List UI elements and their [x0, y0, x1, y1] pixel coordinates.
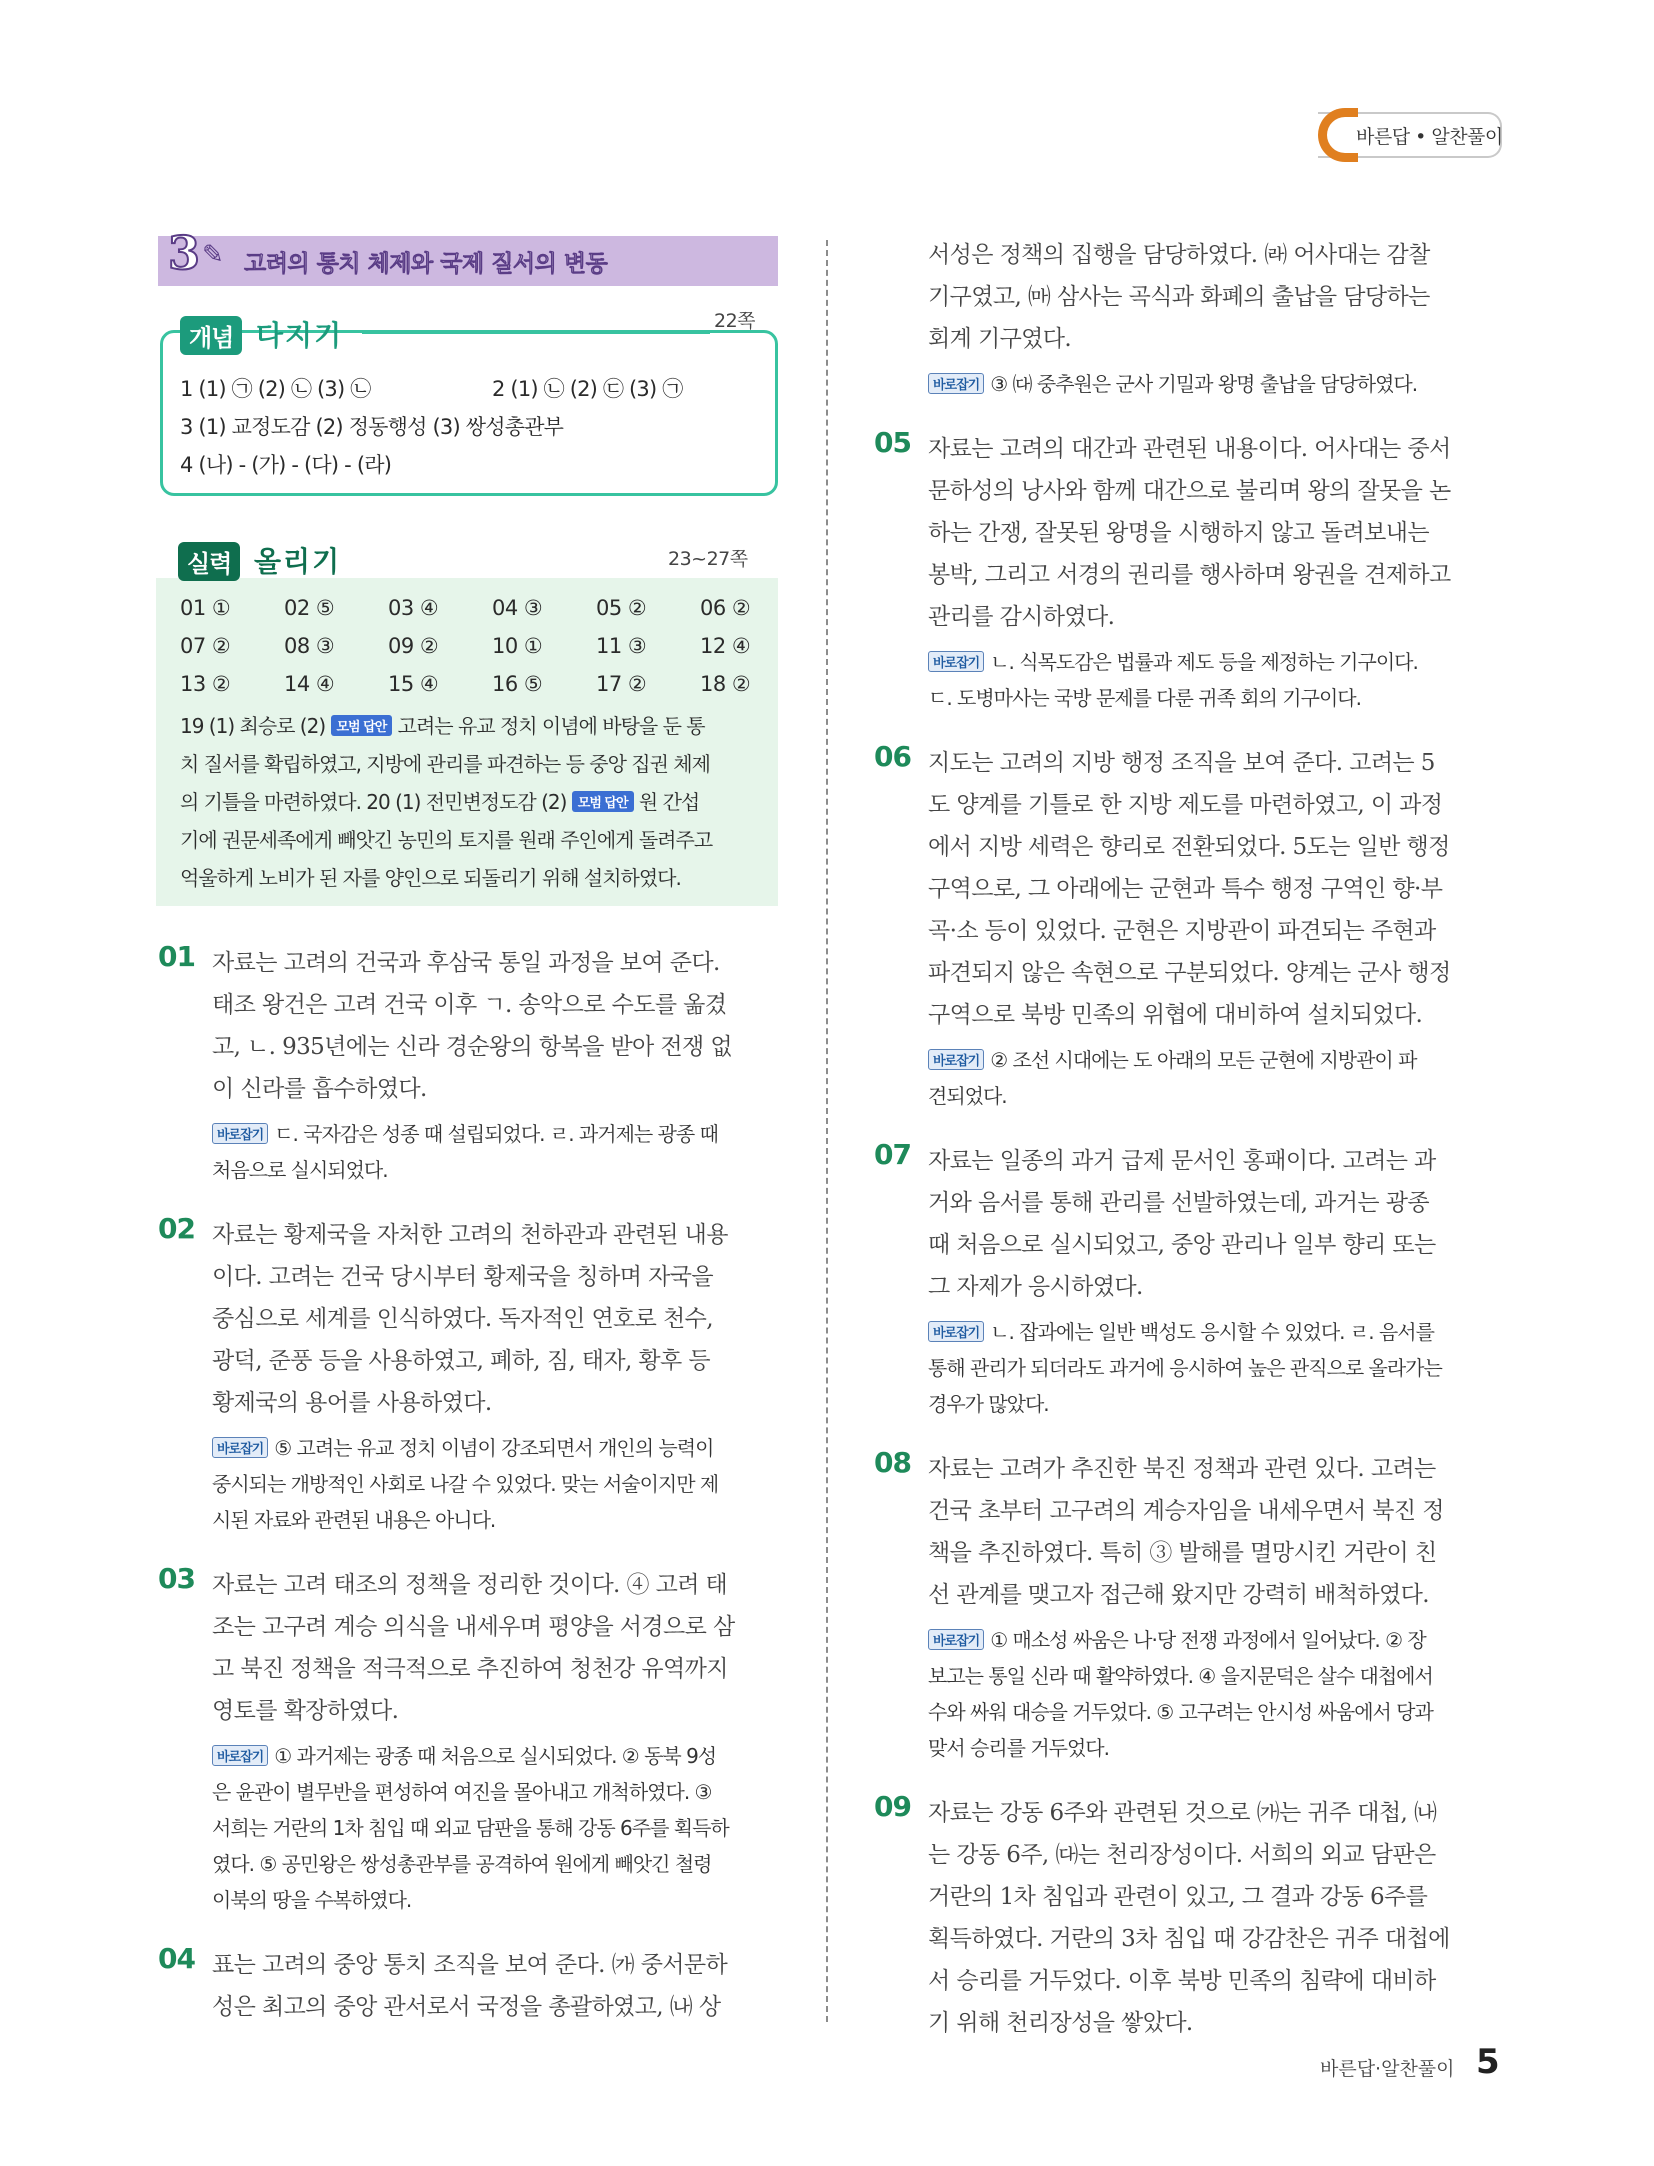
answer-item: 06 ②	[700, 596, 751, 620]
item-body-line: 는 강동 6주, ㈐는 천리장성이다. 서희의 외교 담판은	[928, 1842, 1436, 1868]
concept-line-4: 4 (나) - (가) - (다) - (라)	[180, 453, 392, 477]
column-divider	[826, 240, 828, 2022]
item-body-line: 자료는 황제국을 자처한 고려의 천하관과 관련된 내용	[212, 1222, 728, 1248]
correction-line: 중시되는 개방적인 사회로 나갈 수 있었다. 맞는 서술이지만 제	[212, 1472, 719, 1496]
item-body-line: 광덕, 준풍 등을 사용하였고, 폐하, 짐, 태자, 황후 등	[212, 1348, 710, 1374]
item-body-line: 구역으로 북방 민족의 위협에 대비하여 설치되었다.	[928, 1002, 1423, 1028]
item-body-line: 때 처음으로 실시되었고, 중앙 관리나 일부 향리 또는	[928, 1232, 1436, 1258]
correction-line: 수와 싸워 대승을 거두었다. ⑤ 고구려는 안시성 싸움에서 당과	[928, 1700, 1433, 1724]
correction-line: 맞서 승리를 거두었다.	[928, 1736, 1109, 1760]
correction-line: 바로잡기 ① 과거제는 광종 때 처음으로 실시되었다. ② 동북 9성	[212, 1740, 716, 1769]
answer-item: 13 ②	[180, 672, 231, 696]
item-number: 04	[158, 1942, 195, 1975]
item-body-line: 도 양계를 기틀로 한 지방 제도를 마련하였고, 이 과정	[928, 792, 1443, 818]
answer-item: 08 ③	[284, 634, 335, 658]
answer-item: 03 ④	[388, 596, 439, 620]
item-body-line: 하는 간쟁, 잘못된 왕명을 시행하지 않고 돌려보내는	[928, 520, 1429, 546]
item-body-line: 자료는 고려의 대간과 관련된 내용이다. 어사대는 중서	[928, 436, 1451, 462]
item-number: 01	[158, 940, 195, 973]
item-body-line: 표는 고려의 중앙 통치 조직을 보여 준다. ㈎ 중서문하	[212, 1952, 728, 1978]
correction-tag: 바로잡기	[928, 651, 984, 672]
essay-line: 기에 권문세족에게 빼앗긴 농민의 토지를 원래 주인에게 돌려주고	[180, 828, 713, 852]
correction-line: 처음으로 실시되었다.	[212, 1158, 388, 1182]
item-body-line: 자료는 고려가 추진한 북진 정책과 관련 있다. 고려는	[928, 1456, 1436, 1482]
practice-box	[156, 578, 778, 906]
correction-tag: 바로잡기	[928, 1321, 984, 1342]
concept-pages: 22쪽	[714, 310, 756, 332]
correction-tag: 바로잡기	[928, 1629, 984, 1650]
practice-pages: 23~27쪽	[668, 548, 748, 570]
answer-item: 07 ②	[180, 634, 231, 658]
item-body-line: 파견되지 않은 속현으로 구분되었다. 양계는 군사 행정	[928, 960, 1451, 986]
correction-tag: 바로잡기	[212, 1745, 268, 1766]
correction-line: 바로잡기 ② 조선 시대에는 도 아래의 모든 군현에 지방관이 파	[928, 1044, 1416, 1073]
answer-item: 01 ①	[180, 596, 231, 620]
item-body-line: 기 위해 천리장성을 쌓았다.	[928, 2010, 1193, 2036]
answer-item: 16 ⑤	[492, 672, 543, 696]
answer-item: 15 ④	[388, 672, 439, 696]
correction-line: 바로잡기 ⑤ 고려는 유교 정치 이념이 강조되면서 개인의 능력이	[212, 1432, 713, 1461]
item-body-line: 구역으로, 그 아래에는 군현과 특수 행정 구역인 향·부	[928, 876, 1443, 902]
correction-line: 바로잡기 ㄴ. 식목도감은 법률과 제도 등을 제정하는 기구이다.	[928, 646, 1418, 675]
answer-item: 02 ⑤	[284, 596, 335, 620]
concept-badge-sub: 다지기	[256, 319, 344, 352]
item-body-line: 성은 최고의 중앙 관서로서 국정을 총괄하였고, ㈏ 상	[212, 1994, 721, 2020]
item-body-line: 태조 왕건은 고려 건국 이후 ㄱ. 송악으로 수도를 옮겼	[212, 992, 727, 1018]
item-body-line: 에서 지방 세력은 향리로 전환되었다. 5도는 일반 행정	[928, 834, 1450, 860]
concept-rule	[362, 332, 710, 334]
correction-line: 견되었다.	[928, 1084, 1007, 1108]
item-body-line: 건국 초부터 고구려의 계승자임을 내세우면서 북진 정	[928, 1498, 1444, 1524]
answer-item: 12 ④	[700, 634, 751, 658]
item-number: 05	[874, 426, 911, 459]
answer-item: 18 ②	[700, 672, 751, 696]
item-body-line: 곡·소 등이 있었다. 군현은 지방관이 파견되는 주현과	[928, 918, 1436, 944]
correction-line: 보고는 통일 신라 때 활약하였다. ④ 을지문덕은 살수 대첩에서	[928, 1664, 1433, 1688]
item-body-line: 지도는 고려의 지방 행정 조직을 보여 준다. 고려는 5	[928, 750, 1435, 776]
section-title: 고려의 통치 체제와 국제 질서의 변동	[244, 251, 608, 277]
item-body-line: 영토를 확장하였다.	[212, 1698, 399, 1724]
header-tab-text: 바른답 • 알찬풀이	[1356, 126, 1503, 148]
correction-line: 시된 자료와 관련된 내용은 아니다.	[212, 1508, 496, 1532]
item-body-line: 자료는 고려 태조의 정책을 정리한 것이다. ④ 고려 태	[212, 1572, 728, 1598]
item-body-line: 고 북진 정책을 적극적으로 추진하여 청천강 유역까지	[212, 1656, 728, 1682]
item-body-line: 자료는 강동 6주와 관련된 것으로 ㈎는 귀주 대첩, ㈏	[928, 1800, 1437, 1826]
answer-item: 05 ②	[596, 596, 647, 620]
correction-line: 바로잡기 ㄴ. 잡과에는 일반 백성도 응시할 수 있었다. ㄹ. 음서를	[928, 1316, 1434, 1345]
item-body-line: 고, ㄴ. 935년에는 신라 경순왕의 항복을 받아 전쟁 없	[212, 1034, 732, 1060]
essay-line: 치 질서를 확립하였고, 지방에 관리를 파견하는 등 중앙 집권 체제	[180, 752, 710, 776]
pen-icon: ✎	[202, 240, 224, 270]
item-body-line: 관리를 감시하였다.	[928, 604, 1115, 630]
item-number: 09	[874, 1790, 911, 1823]
correction-line: 경우가 많았다.	[928, 1392, 1049, 1416]
item-body-line: 이다. 고려는 건국 당시부터 황제국을 칭하며 자국을	[212, 1264, 713, 1290]
item-number: 02	[158, 1212, 195, 1245]
item-body-line: 기구였고, ㈒ 삼사는 곡식과 화폐의 출납을 담당하는	[928, 284, 1430, 310]
item-body-line: 회계 기구였다.	[928, 326, 1072, 352]
item-body-line: 이 신라를 흡수하였다.	[212, 1076, 427, 1102]
item-body-line: 자료는 고려의 건국과 후삼국 통일 과정을 보여 준다.	[212, 950, 720, 976]
correction-line: 였다. ⑤ 공민왕은 쌍성총관부를 공격하여 원에게 빼앗긴 철령	[212, 1852, 712, 1876]
answer-item: 04 ③	[492, 596, 543, 620]
practice-badge-sub: 올리기	[254, 545, 342, 578]
correction-line: ㄷ. 도병마사는 국방 문제를 다룬 귀족 회의 기구이다.	[928, 686, 1361, 710]
answer-item: 17 ②	[596, 672, 647, 696]
essay-line: 19 (1) 최승로 (2) 모범 답안 고려는 유교 정치 이념에 바탕을 둔 통	[180, 714, 705, 738]
item-number: 03	[158, 1562, 195, 1595]
answer-item: 14 ④	[284, 672, 335, 696]
item-body-line: 문하성의 낭사와 함께 대간으로 불리며 왕의 잘못을 논	[928, 478, 1451, 504]
correction-line: 통해 관리가 되더라도 과거에 응시하여 높은 관직으로 올라가는	[928, 1356, 1442, 1380]
item-body-line: 황제국의 용어를 사용하였다.	[212, 1390, 492, 1416]
item-number: 08	[874, 1446, 911, 1479]
essay-line: 억울하게 노비가 된 자를 양인으로 되돌리기 위해 설치하였다.	[180, 866, 681, 890]
section-number: 3	[168, 226, 201, 280]
item-body-line: 책을 추진하였다. 특히 ③ 발해를 멸망시킨 거란이 친	[928, 1540, 1437, 1566]
item-body-line: 선 관계를 맺고자 접근해 왔지만 강력히 배척하였다.	[928, 1582, 1429, 1608]
correction-line: 바로잡기 ① 매소성 싸움은 나·당 전쟁 과정에서 일어났다. ② 장	[928, 1624, 1426, 1653]
item-body-line: 서 승리를 거두었다. 이후 북방 민족의 침략에 대비하	[928, 1968, 1436, 1994]
concept-badge: 개념	[180, 316, 242, 355]
item-body-line: 자료는 일종의 과거 급제 문서인 홍패이다. 고려는 과	[928, 1148, 1436, 1174]
answer-item: 11 ③	[596, 634, 647, 658]
item-body-line: 거란의 1차 침입과 관련이 있고, 그 결과 강동 6주를	[928, 1884, 1428, 1910]
correction-tag: 바로잡기	[212, 1437, 268, 1458]
correction-tag: 바로잡기	[212, 1123, 268, 1144]
page-number: 5	[1476, 2042, 1500, 2082]
concept-line-3: 3 (1) 교정도감 (2) 정동행성 (3) 쌍성총관부	[180, 415, 564, 439]
practice-badge: 실력	[178, 542, 240, 581]
model-answer-badge: 모범 답안	[331, 715, 393, 736]
answer-item: 10 ①	[492, 634, 543, 658]
correction-tag: 바로잡기	[928, 1049, 984, 1070]
correction-line: 바로잡기 ㄷ. 국자감은 성종 때 설립되었다. ㄹ. 과거제는 광종 때	[212, 1118, 718, 1147]
correction-tag: 바로잡기	[928, 373, 984, 394]
concept-line-1: 1 (1) ㉠ (2) ㉡ (3) ㉡	[180, 377, 371, 401]
item-body-line: 봉박, 그리고 서경의 권리를 행사하며 왕권을 견제하고	[928, 562, 1451, 588]
correction-line: 서희는 거란의 1차 침입 때 외교 담판을 통해 강동 6주를 획득하	[212, 1816, 729, 1840]
footer-text: 바른답·알찬풀이	[1320, 2058, 1455, 2080]
item-body-line: 조는 고구려 계승 의식을 내세우며 평양을 서경으로 삼	[212, 1614, 735, 1640]
item-body-line: 거와 음서를 통해 관리를 선발하였는데, 과거는 광종	[928, 1190, 1429, 1216]
model-answer-badge: 모범 답안	[572, 791, 634, 812]
item-body-line: 중심으로 세계를 인식하였다. 독자적인 연호로 천수,	[212, 1306, 713, 1332]
answer-item: 09 ②	[388, 634, 439, 658]
item-body-line: 그 자제가 응시하였다.	[928, 1274, 1143, 1300]
item-number: 06	[874, 740, 911, 773]
essay-line: 의 기틀을 마련하였다. 20 (1) 전민변정도감 (2) 모범 답안 원 간섭	[180, 790, 700, 814]
correction-line: 이북의 땅을 수복하였다.	[212, 1888, 412, 1912]
item-body-line: 획득하였다. 거란의 3차 침입 때 강감찬은 귀주 대첩에	[928, 1926, 1450, 1952]
item-body-line: 서성은 정책의 집행을 담당하였다. ㈑ 어사대는 감찰	[928, 242, 1430, 268]
concept-line-2: 2 (1) ㉡ (2) ㉢ (3) ㉠	[492, 377, 683, 401]
correction-line: 은 윤관이 별무반을 편성하여 여진을 몰아내고 개척하였다. ③	[212, 1780, 712, 1804]
correction-line: 바로잡기 ③ ㈐ 중추원은 군사 기밀과 왕명 출납을 담당하였다.	[928, 368, 1417, 397]
item-number: 07	[874, 1138, 911, 1171]
